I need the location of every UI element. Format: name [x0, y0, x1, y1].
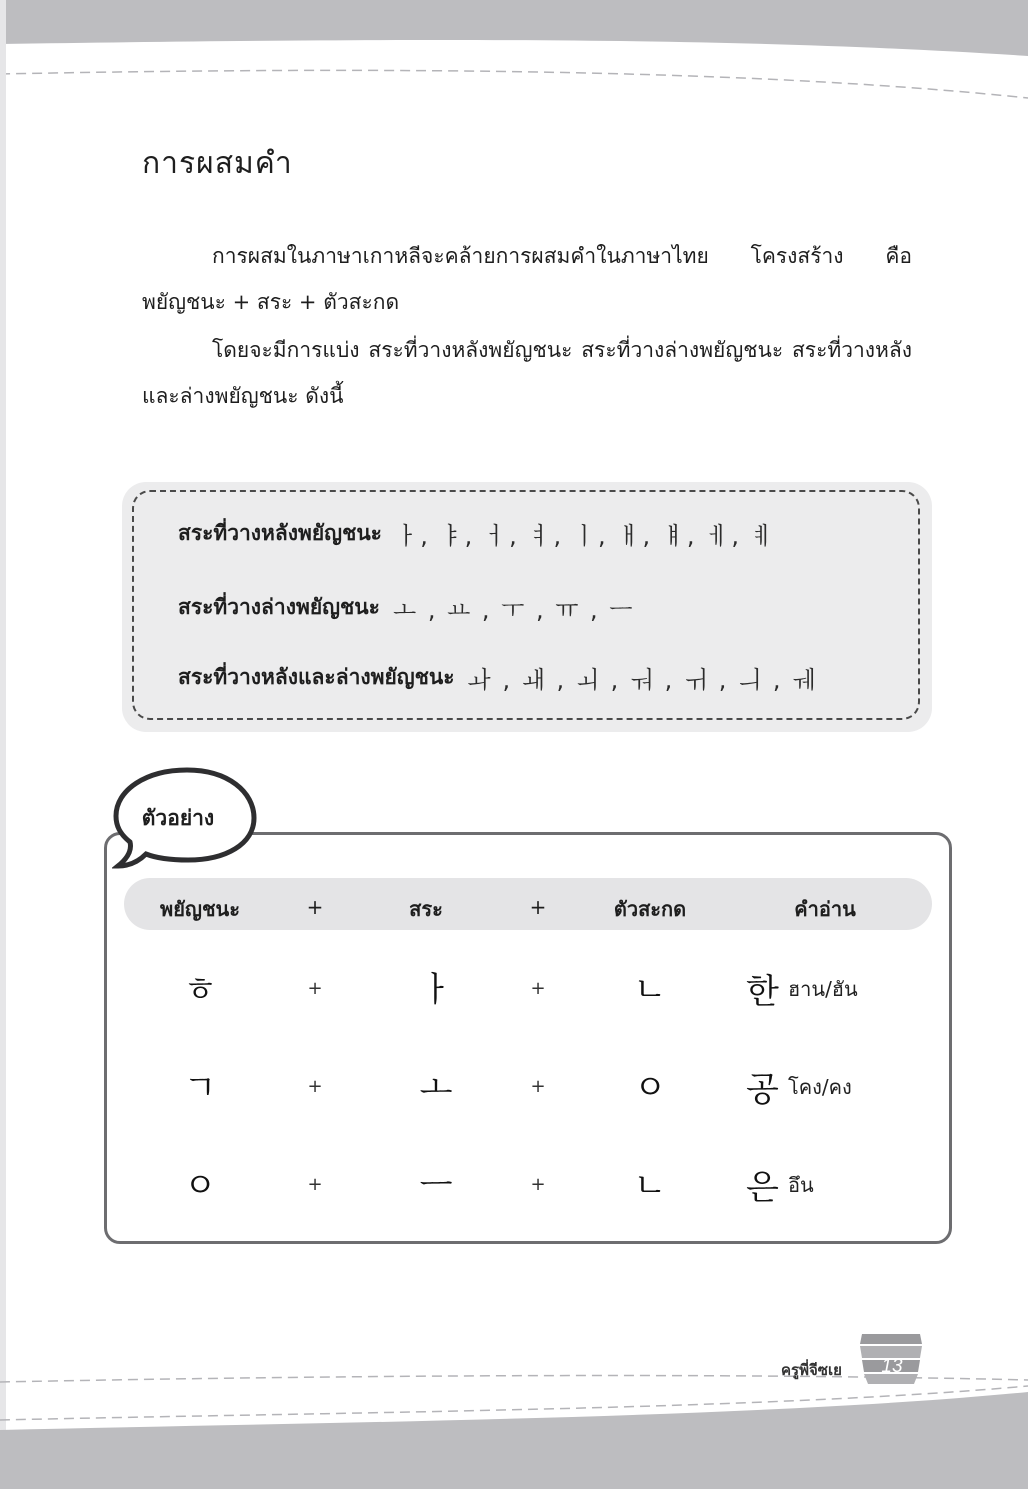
vowel-group-below — [178, 590, 634, 630]
syllable: 공 — [746, 1070, 779, 1110]
table-cell-vowel: ㅏ — [419, 970, 453, 1010]
table-cell-final: ㅇ — [633, 1068, 667, 1108]
top-page-band — [0, 0, 1028, 110]
table-cell-reading — [746, 1160, 814, 1209]
pronunciation: อึน — [787, 1172, 814, 1197]
syllable: 한 — [746, 972, 779, 1012]
vowel-group-label: สระที่วางหลังและล่างพยัญชนะ — [178, 665, 455, 689]
table-cell-plus: + — [530, 1174, 546, 1195]
table-cell-plus: + — [307, 1174, 323, 1195]
header-vowel: สระ — [409, 897, 443, 921]
left-page-edge — [0, 0, 6, 1489]
table-cell-consonant: ㄱ — [183, 1068, 217, 1108]
header-final: ตัวสะกด — [613, 897, 687, 921]
header-reading: คำอ่าน — [794, 897, 856, 921]
vowel-group-after — [178, 516, 776, 556]
bottom-page-band — [0, 1370, 1028, 1489]
footer-author: ครูพี่จีซเย — [781, 1361, 842, 1379]
vowel-group-chars: ㅘ , ㅙ , ㅚ , ㅝ , ㅟ , ㅢ , ㅞ — [467, 666, 818, 694]
intro-paragraph-2: โดยจะมีการแบ่ง สระที่วางหลังพยัญชนะ สระที่วางล่างพยัญชนะ สระที่วางหลังและล่างพยัญชนะ ดังนี้ — [142, 338, 912, 408]
pronunciation: ฮาน/ฮัน — [787, 976, 858, 1001]
example-badge: ตัวอย่าง — [141, 806, 215, 830]
vowel-group-chars: ㅏ, ㅑ, ㅓ, ㅕ, ㅣ, ㅐ, ㅒ, ㅔ, ㅖ — [395, 522, 776, 550]
vowel-group-label: สระที่วางหลังพยัญชนะ — [178, 521, 382, 545]
table-cell-vowel: ㅗ — [419, 1068, 453, 1108]
table-cell-final: ㄴ — [633, 1166, 667, 1206]
table-cell-consonant: ㅎ — [183, 970, 217, 1010]
pronunciation: โคง/คง — [787, 1074, 852, 1099]
table-cell-reading — [746, 964, 858, 1013]
table-cell-vowel: ㅡ — [419, 1166, 453, 1206]
table-cell-consonant: ㅇ — [183, 1166, 217, 1206]
table-cell-plus: + — [530, 978, 546, 999]
page-title: การผสมคำ — [142, 146, 293, 181]
intro-paragraph-1: การผสมในภาษาเกาหลีจะคล้ายการผสมคำในภาษาไทย โครงสร้าง คือ พยัญชนะ + สระ + ตัวสะกด — [142, 244, 912, 314]
page-number: 13 — [881, 1356, 903, 1377]
vowel-group-after-and-below — [178, 660, 817, 700]
header-plus: + — [306, 895, 324, 919]
table-cell-plus: + — [530, 1076, 546, 1097]
header-consonant: พยัญชนะ — [160, 897, 240, 921]
table-cell-plus: + — [307, 1076, 323, 1097]
syllable: 은 — [746, 1168, 779, 1208]
table-cell-reading — [746, 1062, 852, 1111]
vowel-group-label: สระที่วางล่างพยัญชนะ — [178, 595, 380, 619]
table-cell-final: ㄴ — [633, 970, 667, 1010]
table-cell-plus: + — [307, 978, 323, 999]
header-plus: + — [529, 895, 547, 919]
vowel-group-chars: ㅗ , ㅛ , ㅜ , ㅠ , ㅡ — [393, 596, 635, 624]
